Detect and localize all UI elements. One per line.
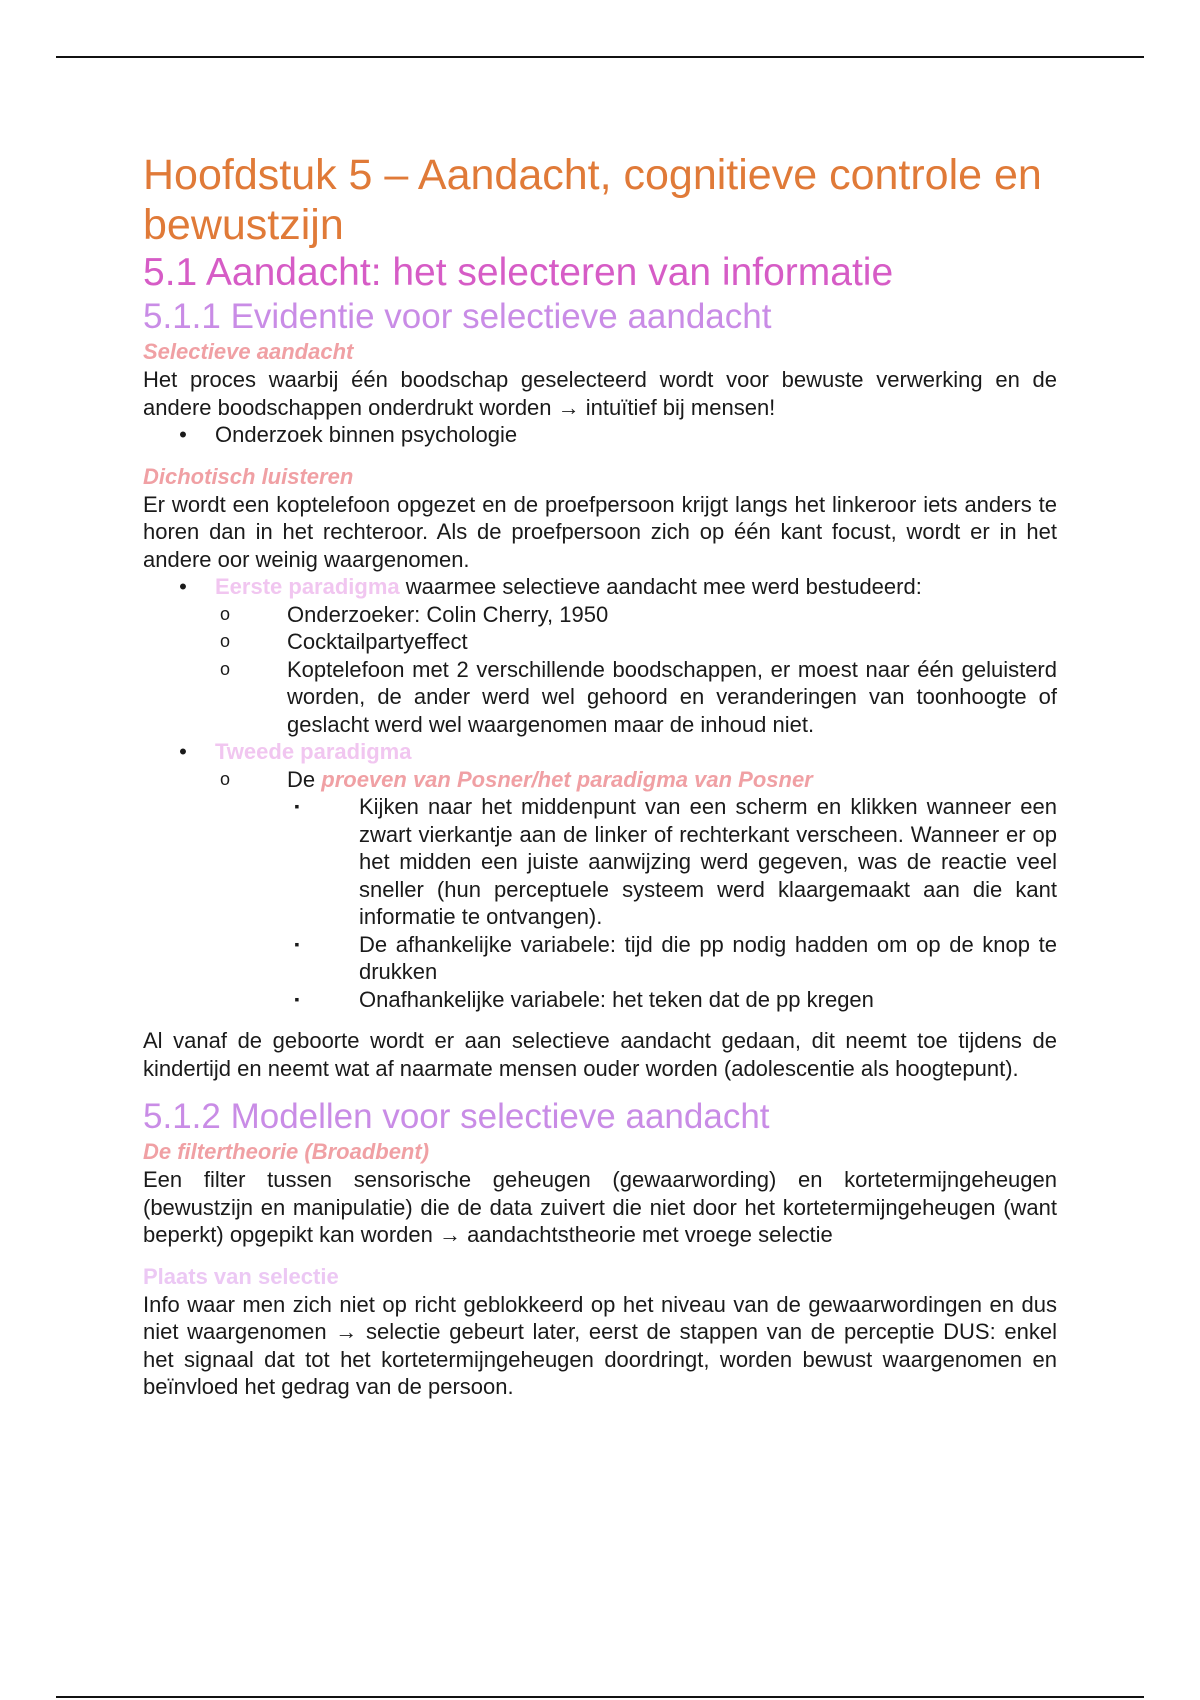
list-item-text: Kijken naar het middenpunt van een scherm en klikken wanneer een zwart vierkantje aan de linker of rechterkant verscheen. Wanneer er op het midden een juiste aanwijzing werd gegeven, was de reactie veel sneller (hun perceptuele systeem werd klaargemaakt aan die kant informatie te ontvangen). [359,794,1057,929]
subheading-plaats-van-selectie: Plaats van selectie [143,1263,339,1289]
second-paradigm-sublist [215,766,1057,1014]
section-heading-5-1: 5.1 Aandacht: het selecteren van informatie [143,251,894,294]
first-paradigm-label: Eerste paradigma [215,574,400,599]
paragraph-plaats-van-selectie: Info waar men zich niet op richt geblokkeerd op het niveau van de gewaarwordingen en dus niet waargenomen → selectie gebeurt later, eerst de stappen van de perceptie DUS: enkel het signaal dat tot het kortetermijngeheugen doordringt, worden bewust waargenomen en beïnvloed het gedrag van de persoon. [143,1291,1057,1399]
list-item-text: Koptelefoon met 2 verschillende boodschappen, er moest naar één geluisterd worden, de ander werd wel gehoord en veranderingen van toonhoogte of geslacht werd wel waargenomen maar de inhoud niet. [287,656,1057,737]
square-marker: ▪ [294,990,300,1007]
paragraph-geboorte: Al vanaf de geboorte wordt er aan selectieve aandacht gedaan, dit neemt toe tijdens de kindertijd en neemt wat af naarmate mensen ouder worden (adolescentie als hoogtepunt). [143,1028,1057,1081]
posner-prefix: De [287,766,322,792]
paragraph-filtertheorie: Een filter tussen sensorische geheugen (gewaarwording) en kortetermijngeheugen (bewustzijn en manipulatie) die de data zuivert die niet door het kortetermijngeheugen (want beperkt) opgepikt kan worden → aandachtstheorie met vroege selectie [143,1167,1057,1247]
list-item [287,931,1057,986]
section-heading-5-1-2: 5.1.2 Modellen voor selectieve aandacht [143,1097,770,1136]
list-item [215,601,1057,629]
circle-marker: o [219,631,230,651]
bullet-marker: • [179,739,187,764]
first-paradigm-sublist [215,601,1057,739]
second-paradigm-label: Tweede paradigma [215,739,412,764]
bottom-rule [56,1696,1144,1698]
list-item [287,793,1057,931]
list-item [215,628,1057,656]
paragraph-selectieve-aandacht: Het proces waarbij één boodschap geselecteerd wordt voor bewuste verwerking en de andere boodschappen onderdrukt worden → intuïtief bij mensen! [143,367,1057,420]
list-item [143,421,1057,449]
list-item-first-paradigm [143,573,1057,738]
square-marker: ▪ [294,798,300,814]
section-heading-5-1-1: 5.1.1 Evidentie voor selectieve aandacht [143,297,772,336]
list-item-second-paradigm [143,738,1057,1013]
subheading-filtertheorie: De filtertheorie (Broadbent) [143,1139,430,1164]
list-item [215,656,1057,739]
circle-marker: o [219,658,230,679]
circle-marker: o [219,603,230,624]
top-rule [56,56,1144,58]
list-item [287,986,1057,1014]
list-item-posner [215,766,1057,1014]
document-page [143,150,1057,1401]
list-item-text: Onafhankelijke variabele: het teken dat de pp kregen [359,986,874,1012]
bullet-marker: • [179,574,187,599]
list-item-text: Cocktailpartyeffect [287,629,468,654]
list-item-text: De afhankelijke variabele: tijd die pp nodig hadden om op de knop te drukken [359,931,1057,984]
list-item-text: Onderzoek binnen psychologie [215,422,518,447]
first-paradigm-text: waarmee selectieve aandacht mee werd bestudeerd: [399,574,922,599]
subheading-selectieve-aandacht: Selectieve aandacht [143,339,354,364]
list-item-text: Onderzoeker: Colin Cherry, 1950 [287,601,609,627]
bullet-list-onderzoek [143,421,1057,449]
paragraph-dichotisch-luisteren: Er wordt een koptelefoon opgezet en de proefpersoon krijgt langs het linkeroor iets anders te horen dan in het rechteroor. Als de proefpersoon zich op één kant focust, wordt er in het andere oor weinig waargenomen. [143,491,1057,572]
bullet-marker: • [179,422,187,447]
subheading-dichotisch-luisteren: Dichotisch luisteren [143,463,354,489]
posner-sublist [287,793,1057,1013]
paradigm-list [143,573,1057,1013]
circle-marker: o [219,768,230,789]
square-marker: ▪ [294,935,300,952]
chapter-title: Hoofdstuk 5 – Aandacht, cognitieve controle en bewustzijn [143,151,1042,249]
posner-label: proeven van Posner/het paradigma van Posner [321,766,813,792]
